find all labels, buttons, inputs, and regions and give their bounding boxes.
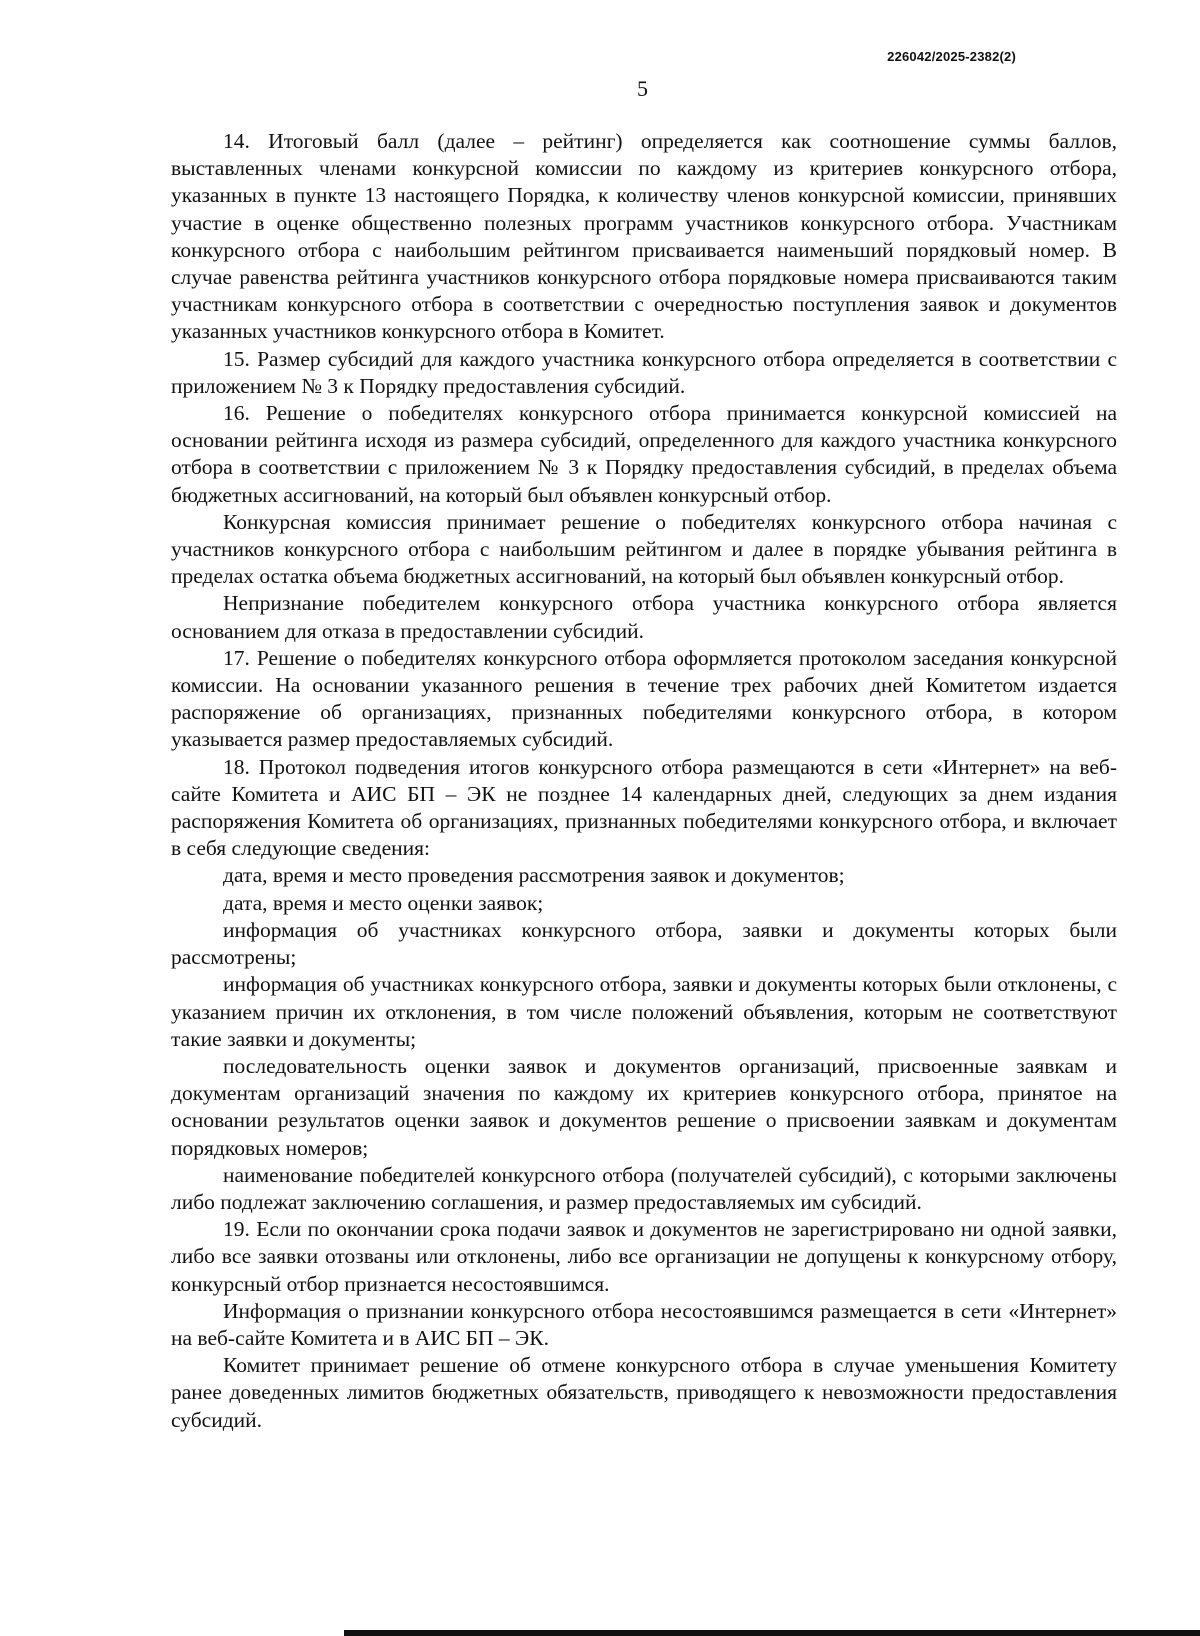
list-item-evaluation-date: дата, время и место оценки заявок; [223, 890, 544, 915]
list-item-rejected-participants: информация об участниках конкурсного отбора, заявки и документы которых были отклонены, с указанием причин их отклонения, в том числе положений объявления, которым не соответствуют такие заявки и документы; [171, 972, 1117, 1051]
document-body [171, 128, 1117, 1434]
paragraph-14: 14. Итоговый балл (далее – рейтинг) определяется как соотношение суммы баллов, выставленных членами конкурсной комиссии по каждому из критериев конкурсного отбора, указанных в пункте 13 настоящего Порядка, к количеству членов конкурсной комиссии, принявших участие в оценке общественно полезных программ участников конкурсного отбора. Участникам конкурсного отбора с наибольшим рейтингом присваивается наименьший порядковый номер. В случае равенства рейтинга участников конкурсного отбора порядковые номера присваиваются таким участникам конкурсного отбора в соответствии с очередностью поступления заявок и документов указанных участников конкурсного отбора в Комитет. [171, 129, 1117, 344]
page-number: 5 [637, 76, 648, 101]
paragraph-18: 18. Протокол подведения итогов конкурсного отбора размещаются в сети «Интернет» на веб-сайте Комитета и АИС БП – ЭК не позднее 14 календарных дней, следующих за днем издания распоряжения Комитета об организациях, признанных победителями конкурсного отбора, и включает в себя следующие сведения: [171, 754, 1117, 861]
paragraph-19: 19. Если по окончании срока подачи заявок и документов не зарегистрировано ни одной заявки, либо все заявки отозваны или отклонены, либо все организации не допущены к конкурсному отбору, конкурсный отбор признается несостоявшимся. [171, 1217, 1117, 1296]
list-item-evaluation-sequence: последовательность оценки заявок и документов организаций, присвоенные заявкам и документам организаций значения по каждому их критериев конкурсного отбора, принятое на основании результатов оценки заявок и документов решение о присвоении заявкам и документам порядковых номеров; [171, 1053, 1117, 1160]
paragraph-15: 15. Размер субсидий для каждого участника конкурсного отбора определяется в соответствии с приложением № 3 к Порядку предоставления субсидий. [171, 346, 1117, 398]
paragraph-16: 16. Решение о победителях конкурсного отбора принимается конкурсной комиссией на основании рейтинга исходя из размера субсидий, определенного для каждого участника конкурсного отбора в соответствии с приложением № 3 к Порядку предоставления субсидий, в пределах объема бюджетных ассигнований, на который был объявлен конкурсный отбор. [171, 401, 1117, 507]
scan-edge-bar [344, 1630, 1200, 1636]
document-registration-number: 226042/2025-2382(2) [887, 49, 1016, 64]
list-item-reviewed-participants: информация об участниках конкурсного отбора, заявки и документы которых были рассмотрены; [171, 917, 1117, 970]
paragraph-19-cancellation: Комитет принимает решение об отмене конкурсного отбора в случае уменьшения Комитету ранее доведенных лимитов бюджетных обязательств, приводящего к невозможности предоставления субсидий. [171, 1353, 1117, 1432]
paragraph-16-non-recognition: Непризнание победителем конкурсного отбора участника конкурсного отбора является основанием для отказа в предоставлении субсидий. [171, 591, 1117, 643]
list-item-winners: наименование победителей конкурсного отбора (получателей субсидий), с которыми заключены либо подлежат заключению соглашения, и размер предоставляемых им субсидий. [171, 1162, 1117, 1214]
list-item-review-date: дата, время и место проведения рассмотрения заявок и документов; [223, 863, 845, 888]
paragraph-19-publication: Информация о признании конкурсного отбора несостоявшимся размещается в сети «Интернет» на веб-сайте Комитета и в АИС БП – ЭК. [171, 1298, 1117, 1350]
paragraph-16-commission-decision: Конкурсная комиссия принимает решение о победителях конкурсного отбора начиная с участников конкурсного отбора с наибольшим рейтингом и далее в порядке убывания рейтинга в пределах остатка объема бюджетных ассигнований, на который был объявлен конкурсный отбор. [171, 509, 1117, 589]
paragraph-17: 17. Решение о победителях конкурсного отбора оформляется протоколом заседания конкурсной комиссии. На основании указанного решения в течение трех рабочих дней Комитетом издается распоряжение об организациях, признанных победителями конкурсного отбора, в котором указывается размер предоставляемых субсидий. [171, 645, 1117, 752]
